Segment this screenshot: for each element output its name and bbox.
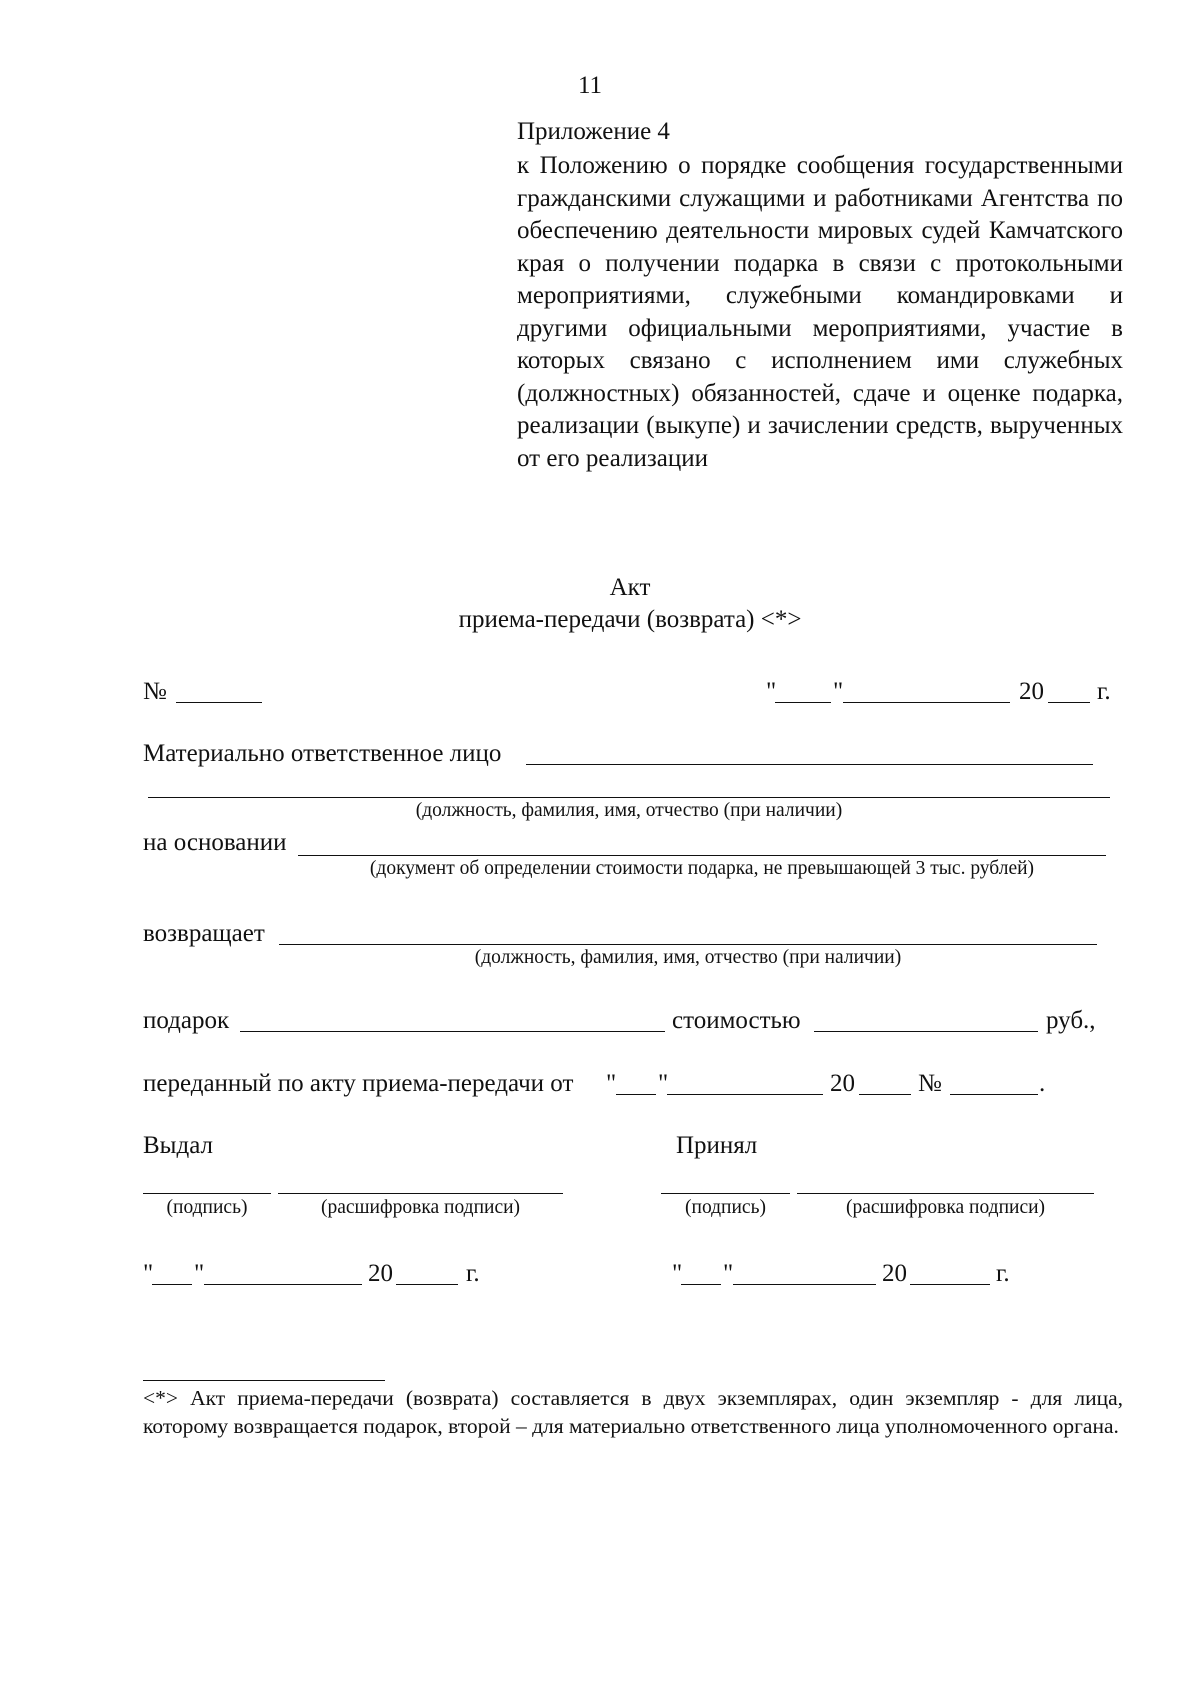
- received-date-year-suffix: г.: [996, 1260, 1010, 1287]
- currency-label: руб.,: [1046, 1007, 1096, 1034]
- date-year-field[interactable]: [1048, 702, 1090, 703]
- issued-date-open-quote: ": [143, 1260, 154, 1287]
- transferred-label: переданный по акту приема-передачи от: [143, 1070, 574, 1097]
- received-signature-field[interactable]: [661, 1193, 790, 1194]
- date-day-field[interactable]: [775, 702, 831, 703]
- issued-decoding-field[interactable]: [278, 1193, 563, 1194]
- date-year-prefix: 20: [1019, 678, 1044, 705]
- transferred-day-field[interactable]: [616, 1094, 656, 1095]
- footnote-text: <*> Акт приема-передачи (возврата) составляется в двух экземплярах, один экземпляр - для лица, которому возвращается подарок, второй – для материально ответственного лица уполномоченного органа.: [143, 1386, 1123, 1438]
- issued-signature-caption: (подпись): [166, 1197, 248, 1218]
- basis-caption: (документ об определении стоимости подарка, не превышающей 3 тыс. рублей): [369, 858, 1035, 879]
- returns-field[interactable]: [279, 944, 1097, 945]
- responsible-field-continued[interactable]: [148, 797, 1110, 798]
- page-number: 11: [577, 72, 603, 99]
- received-signature-caption: (подпись): [685, 1197, 766, 1218]
- responsible-caption: (должность, фамилия, имя, отчество (при наличии): [415, 800, 843, 821]
- transferred-year-field[interactable]: [859, 1094, 911, 1095]
- annex-title: Приложение 4: [517, 118, 670, 145]
- received-date-year-field[interactable]: [910, 1284, 990, 1285]
- responsible-label: Материально ответственное лицо: [143, 740, 502, 767]
- basis-field[interactable]: [298, 855, 1106, 856]
- issued-date-year-prefix: 20: [368, 1260, 393, 1287]
- gift-label: подарок: [143, 1007, 230, 1034]
- act-subtitle: приема-передачи (возврата) <*>: [458, 606, 802, 633]
- received-label: Принял: [676, 1132, 758, 1159]
- transferred-year-prefix: 20: [830, 1070, 855, 1097]
- basis-label: на основании: [143, 829, 287, 856]
- cost-field[interactable]: [814, 1031, 1038, 1032]
- received-date-open-quote: ": [672, 1260, 683, 1287]
- transferred-number-label: №: [918, 1070, 942, 1097]
- issued-date-close-quote: ": [194, 1260, 205, 1287]
- issued-date-year-field[interactable]: [396, 1284, 458, 1285]
- responsible-field[interactable]: [526, 764, 1093, 765]
- issued-signature-field[interactable]: [143, 1193, 271, 1194]
- cost-label: стоимостью: [672, 1007, 801, 1034]
- annex-description: к Положению о порядке сообщения государственными гражданскими служащими и работниками Агентства по обеспечению деятельности мировых судей Камчатского края о получении подарка в связи с протокольными мероприятиями, служебными командировками и другими официальными мероприятиями, участие в которых связано с исполнением ими служебных (должностных) обязанностей, сдаче и оценке подарка, реализации (выкупе) и зачислении средств, вырученных от его реализации: [517, 152, 1123, 472]
- returns-caption: (должность, фамилия, имя, отчество (при наличии): [474, 947, 902, 968]
- date-year-suffix: г.: [1097, 678, 1111, 705]
- issued-date-year-suffix: г.: [466, 1260, 480, 1287]
- date-close-quote: ": [833, 678, 844, 705]
- issued-decoding-caption: (расшифровка подписи): [320, 1197, 521, 1218]
- issued-date-month-field[interactable]: [204, 1284, 362, 1285]
- act-title: Акт: [609, 574, 651, 601]
- number-label: №: [143, 678, 167, 705]
- issued-date-day-field[interactable]: [152, 1284, 192, 1285]
- received-decoding-caption: (расшифровка подписи): [845, 1197, 1046, 1218]
- returns-label: возвращает: [143, 920, 265, 947]
- date-month-field[interactable]: [843, 702, 1010, 703]
- transferred-number-field[interactable]: [950, 1094, 1038, 1095]
- number-field[interactable]: [176, 702, 262, 703]
- received-date-day-field[interactable]: [681, 1284, 721, 1285]
- received-date-month-field[interactable]: [733, 1284, 876, 1285]
- transferred-close-quote: ": [658, 1070, 669, 1097]
- issued-label: Выдал: [143, 1132, 213, 1159]
- date-open-quote: ": [766, 678, 777, 705]
- transferred-end: .: [1039, 1070, 1046, 1097]
- gift-field[interactable]: [240, 1031, 665, 1032]
- received-date-year-prefix: 20: [882, 1260, 907, 1287]
- transferred-month-field[interactable]: [667, 1094, 823, 1095]
- received-date-close-quote: ": [723, 1260, 734, 1287]
- footnote-separator: [143, 1380, 385, 1381]
- received-decoding-field[interactable]: [797, 1193, 1094, 1194]
- transferred-open-quote: ": [606, 1070, 617, 1097]
